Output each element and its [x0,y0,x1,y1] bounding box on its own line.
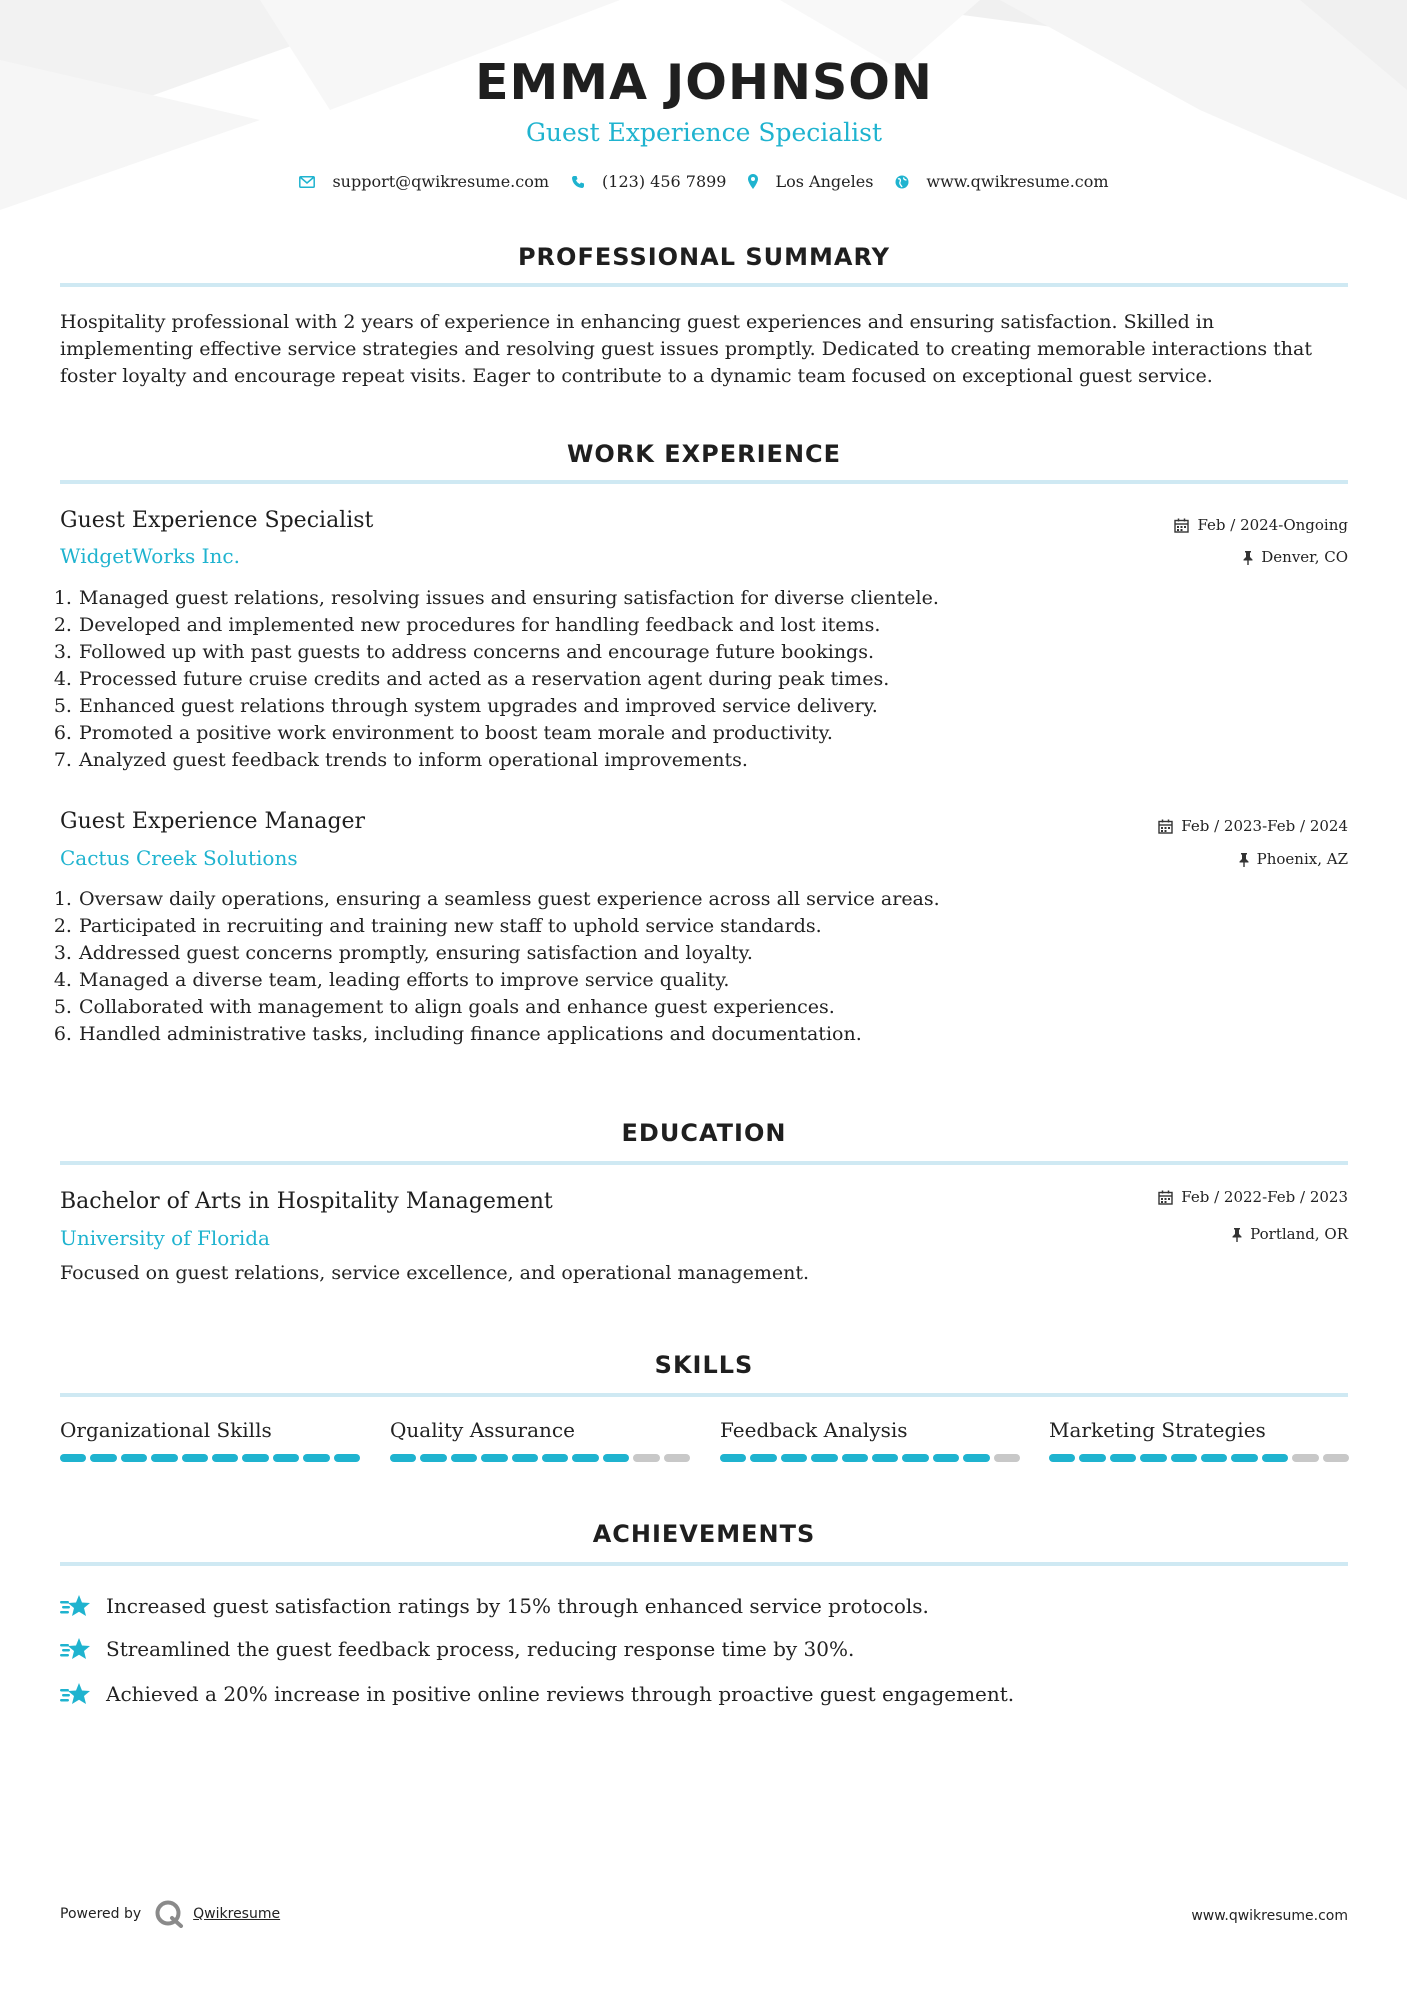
section-divider [60,1161,1348,1165]
section-divider [60,283,1348,287]
skill-level-dot [212,1454,238,1462]
achievement-text: Increased guest satisfaction ratings by 15% through enhanced service protocols. [106,1594,929,1618]
skill-level-dot [1079,1454,1105,1462]
skill-level-dot [242,1454,268,1462]
skill-level-dot [811,1454,837,1462]
contact-email[interactable] [299,172,549,191]
skill-meter [1049,1454,1349,1462]
job-bullets [60,585,1348,774]
job-bullet: 4. Processed future cruise credits and acted as a reservation agent during peak times. [78,666,1348,693]
calendar-icon [1174,518,1189,533]
skill-level-dot [390,1454,416,1462]
section-divider [60,1562,1348,1566]
section-divider [60,1393,1348,1397]
qwikresume-logo-icon [155,1900,185,1928]
achievement-item [60,1636,854,1662]
job-location [1239,852,1348,867]
skill-level-dot [1110,1454,1136,1462]
summary-heading: PROFESSIONAL SUMMARY [517,243,891,271]
skill-level-dot [1262,1454,1288,1462]
shooting-star-icon [60,1636,92,1662]
skill-level-dot [842,1454,868,1462]
skill-level-dot [603,1454,629,1462]
header-background-pattern [0,0,1407,230]
skill-level-dot [182,1454,208,1462]
calendar-icon [1158,819,1173,834]
job-bullets [60,886,1348,1048]
pushpin-icon [1239,853,1249,867]
job-location [1243,550,1348,565]
job-bullet: 4. Managed a diverse team, leading efforts to improve service quality. [78,967,1348,994]
achievement-text: Streamlined the guest feedback process, reducing response time by 30%. [106,1637,855,1661]
skill-level-dot [481,1454,507,1462]
skill-level-dot [781,1454,807,1462]
job-bullet: 5. Enhanced guest relations through system upgrades and improved service delivery. [78,693,1348,720]
skill-level-dot [1292,1454,1318,1462]
experience-heading: WORK EXPERIENCE [566,440,842,468]
job-title: Guest Experience Specialist [60,508,374,533]
job-dates [1158,819,1348,834]
education-dates [1158,1190,1348,1205]
job-bullet: 6. Promoted a positive work environment to boost team morale and productivity. [78,720,1348,747]
skill-item [1049,1420,1349,1462]
contact-bar [60,172,1348,191]
brand-link[interactable]: Qwikresume [193,1906,281,1922]
job-bullet: 2. Developed and implemented new procedures for handling feedback and lost items. [78,612,1348,639]
skill-level-dot [151,1454,177,1462]
company-name: WidgetWorks Inc. [60,544,240,568]
job-bullet: 2. Participated in recruiting and training new staff to uphold service standards. [78,913,1348,940]
skill-level-dot [633,1454,659,1462]
contact-location [748,172,873,191]
skill-level-dot [273,1454,299,1462]
education-location-text: Portland, OR [1250,1225,1348,1243]
contact-website[interactable] [895,172,1108,191]
achievements-heading: ACHIEVEMENTS [592,1520,816,1548]
skill-level-dot [334,1454,360,1462]
skill-level-dot [1201,1454,1227,1462]
footer-website[interactable]: www.qwikresume.com [1191,1908,1348,1924]
summary-text: Hospitality professional with 2 years of experience in enhancing guest experiences and ensuring satisfaction. Skilled in implementing effective service strategies and resolving guest issues promptly. Dedicated to creating memorable interactions that foster loyalty and encourage repeat visits. Eager to contribute to a dynamic team focused on exceptional guest service. [60,311,1312,387]
skill-level-dot [664,1454,690,1462]
skill-level-dot [750,1454,776,1462]
skill-level-dot [420,1454,446,1462]
school-name: University of Florida [60,1226,270,1250]
calendar-icon [1158,1190,1173,1205]
skill-meter [60,1454,360,1462]
powered-by-label: Powered by [60,1906,142,1922]
contact-email-text: support@qwikresume.com [332,172,550,191]
job-bullet: 1. Managed guest relations, resolving issues and ensuring satisfaction for diverse clientele. [78,585,1348,612]
pushpin-icon [1232,1228,1242,1242]
degree-title: Bachelor of Arts in Hospitality Management [60,1189,553,1214]
skill-name: Organizational Skills [60,1418,272,1442]
education-description: Focused on guest relations, service excellence, and operational management. [60,1262,809,1284]
job-bullet: 3. Followed up with past guests to address concerns and encourage future bookings. [78,639,1348,666]
envelope-icon [299,176,315,188]
skill-level-dot [872,1454,898,1462]
skill-level-dot [902,1454,928,1462]
education-heading: EDUCATION [621,1119,787,1147]
skill-name: Quality Assurance [390,1418,575,1442]
skill-level-dot [303,1454,329,1462]
skill-level-dot [1323,1454,1349,1462]
skill-level-dot [1049,1454,1075,1462]
job-dates [1174,518,1348,533]
skill-item [390,1420,690,1462]
skill-level-dot [994,1454,1020,1462]
job-location-text: Denver, CO [1261,548,1348,566]
pushpin-icon [1243,551,1253,565]
skill-item [720,1420,1020,1462]
company-name: Cactus Creek Solutions [60,846,298,870]
contact-phone[interactable] [571,172,726,191]
candidate-name: EMMA JOHNSON [475,54,933,111]
job-bullet: 5. Collaborated with management to align goals and enhance guest experiences. [78,994,1348,1021]
globe-icon [895,175,909,189]
footer-powered-by [60,1900,280,1928]
education-dates-text: Feb / 2022-Feb / 2023 [1181,1188,1348,1206]
section-divider [60,480,1348,484]
skill-level-dot [1231,1454,1257,1462]
skill-meter [720,1454,1020,1462]
shooting-star-icon [60,1681,92,1707]
skill-item [60,1420,360,1462]
skill-level-dot [1140,1454,1166,1462]
job-bullet: 3. Addressed guest concerns promptly, ensuring satisfaction and loyalty. [78,940,1348,967]
skill-level-dot [572,1454,598,1462]
skill-name: Marketing Strategies [1049,1418,1266,1442]
contact-website-text: www.qwikresume.com [926,172,1109,191]
job-title: Guest Experience Manager [60,809,366,834]
phone-icon [571,175,585,189]
skill-level-dot [60,1454,86,1462]
skills-heading: SKILLS [654,1351,754,1379]
achievement-text: Achieved a 20% increase in positive online reviews through proactive guest engagement. [106,1682,1015,1706]
shooting-star-icon [60,1593,92,1619]
candidate-role: Guest Experience Specialist [525,118,883,147]
achievement-item [60,1681,1014,1707]
skill-meter [390,1454,690,1462]
map-marker-icon [748,174,758,189]
education-location [1232,1227,1348,1242]
contact-location-text: Los Angeles [775,172,874,191]
job-bullet: 6. Handled administrative tasks, including finance applications and documentation. [78,1021,1348,1048]
job-dates-text: Feb / 2023-Feb / 2024 [1181,817,1348,835]
contact-phone-text: (123) 456 7899 [602,172,727,191]
skill-level-dot [1171,1454,1197,1462]
job-location-text: Phoenix, AZ [1256,850,1348,868]
skill-level-dot [512,1454,538,1462]
skill-level-dot [542,1454,568,1462]
achievement-item [60,1593,929,1619]
skill-level-dot [90,1454,116,1462]
job-dates-text: Feb / 2024-Ongoing [1197,516,1348,534]
job-bullet: 7. Analyzed guest feedback trends to inform operational improvements. [78,747,1348,774]
job-bullet: 1. Oversaw daily operations, ensuring a seamless guest experience across all service areas. [78,886,1348,913]
skill-level-dot [451,1454,477,1462]
skill-level-dot [963,1454,989,1462]
skill-level-dot [121,1454,147,1462]
skill-name: Feedback Analysis [720,1418,908,1442]
skill-level-dot [933,1454,959,1462]
skill-level-dot [720,1454,746,1462]
